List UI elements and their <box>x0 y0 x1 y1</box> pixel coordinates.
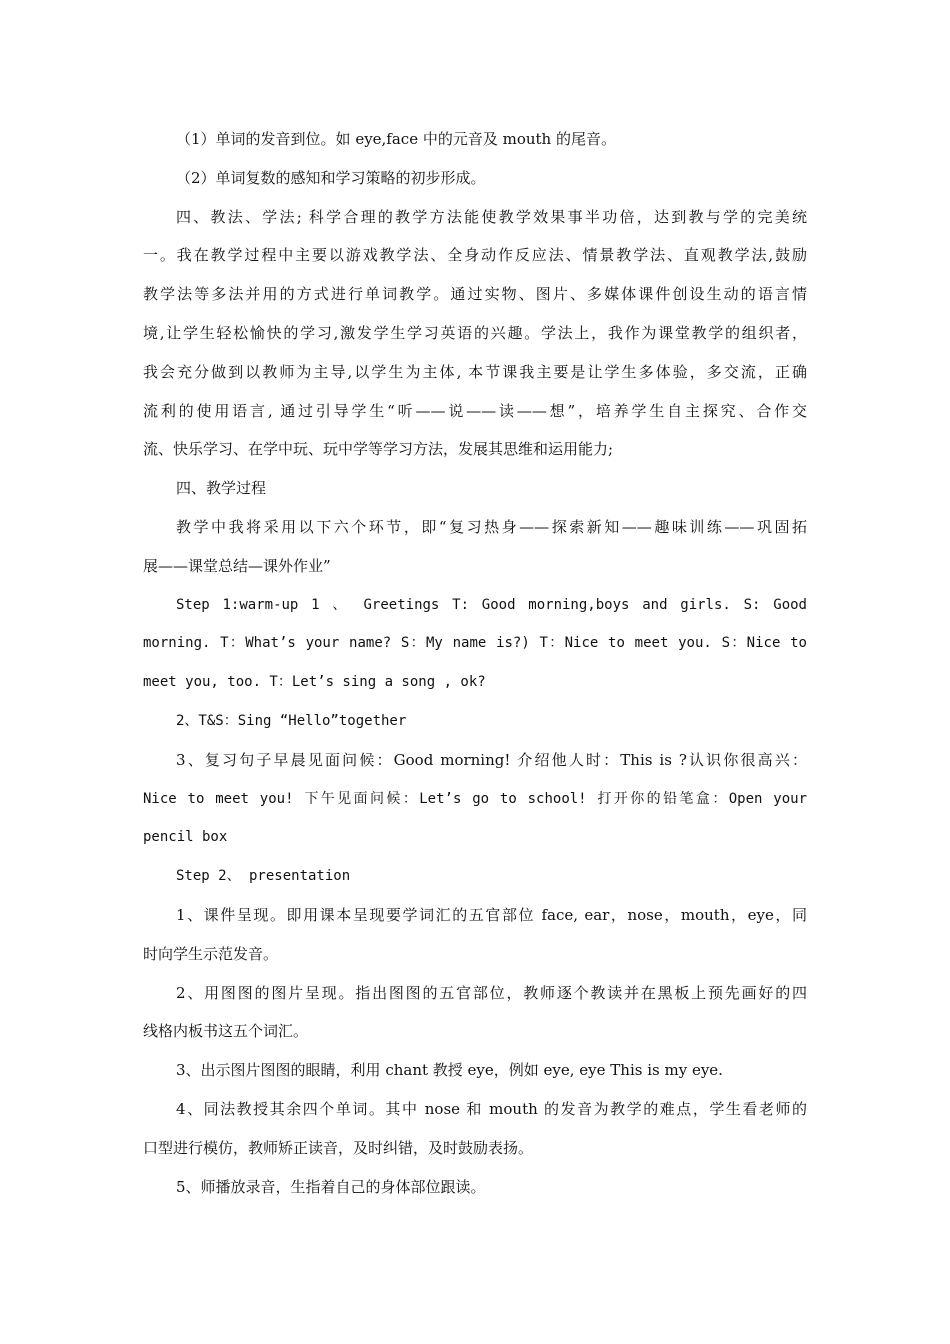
paragraph-line: 流、快乐学习、在学中玩、玩中学等学习方法，发展其思维和运用能力; <box>143 440 614 459</box>
paragraph-line: 2、用图图的图片呈现。指出图图的五官部位，教师逐个教读并在黑板上预先画好的四 <box>176 983 807 1002</box>
paragraph-line: morning. T：What’s your name? S：My name is?) T：Nice to meet you. S：Nice to <box>143 635 807 652</box>
paragraph-line: 5、师播放录音，生指着自己的身体部位跟读。 <box>176 1177 486 1196</box>
paragraph-line: Nice to meet you! 下午见面问候：Let’s go to school! 打开你的铅笔盒：Open your <box>143 790 807 807</box>
paragraph-line: 时向学生示范发音。 <box>143 944 279 963</box>
paragraph-line: pencil box <box>143 829 228 846</box>
paragraph-line: 3、复习句子早晨见面问候：Good morning! 介绍他人时：This is ?认识你很高兴： <box>176 750 807 769</box>
paragraph-line: 展——课堂总结—课外作业” <box>143 556 331 575</box>
paragraph-line: 线格内板书这五个词汇。 <box>143 1022 309 1041</box>
paragraph-line: 流利的使用语言, 通过引导学生“听——说——读——想”，培养学生自主探究、合作交 <box>143 401 807 420</box>
paragraph-line: 我会充分做到以教师为主导,以学生为主体, 本节课我主要是让学生多体验，多交流，正确 <box>143 362 807 381</box>
paragraph-line: （1）单词的发音到位。如 eye,face 中的元音及 mouth 的尾音。 <box>176 130 616 148</box>
paragraph-line: meet you, too. T：Let’s sing a song , ok? <box>143 674 486 691</box>
paragraph-line: 3、出示图片图图的眼睛，利用 chant 教授 eye，例如 eye, eye This is my eye. <box>176 1061 723 1080</box>
document-body <box>143 120 807 1206</box>
paragraph-line: Step 2、 presentation <box>176 868 351 885</box>
paragraph-line: Step 1:warm-up 1 、 Greetings T: Good morning,boys and girls. S: Good <box>176 596 807 613</box>
paragraph-line: 1、课件呈现。即用课本呈现要学词汇的五官部位 face, ear，nose，mouth，eye，同 <box>176 905 807 924</box>
paragraph-line: 四、教学过程 <box>176 479 267 498</box>
paragraph-line: 教学中我将采用以下六个环节，即“复习热身——探索新知——趣味训练——巩固拓 <box>176 517 807 536</box>
paragraph-line: 口型进行模仿，教师矫正读音，及时纠错，及时鼓励表扬。 <box>143 1138 534 1157</box>
paragraph-line: 一。我在教学过程中主要以游戏教学法、全身动作反应法、情景教学法、直观教学法,鼓励 <box>143 246 807 265</box>
paragraph-line: 教学法等多法并用的方式进行单词教学。通过实物、图片、多媒体课件创设生动的语言情 <box>143 285 807 304</box>
paragraph-line: 4、同法教授其余四个单词。其中 nose 和 mouth 的发音为教学的难点，学生看老师的 <box>176 1099 807 1118</box>
paragraph-line: 2、T&S：Sing “Hello”together <box>176 712 407 729</box>
paragraph-line: 四、教法、学法; 科学合理的教学方法能使教学效果事半功倍，达到教与学的完美统 <box>176 207 807 226</box>
paragraph-line: 境,让学生轻松愉快的学习,激发学生学习英语的兴趣。学法上，我作为课堂教学的组织者， <box>143 323 807 342</box>
paragraph-line: （2）单词复数的感知和学习策略的初步形成。 <box>176 168 486 187</box>
